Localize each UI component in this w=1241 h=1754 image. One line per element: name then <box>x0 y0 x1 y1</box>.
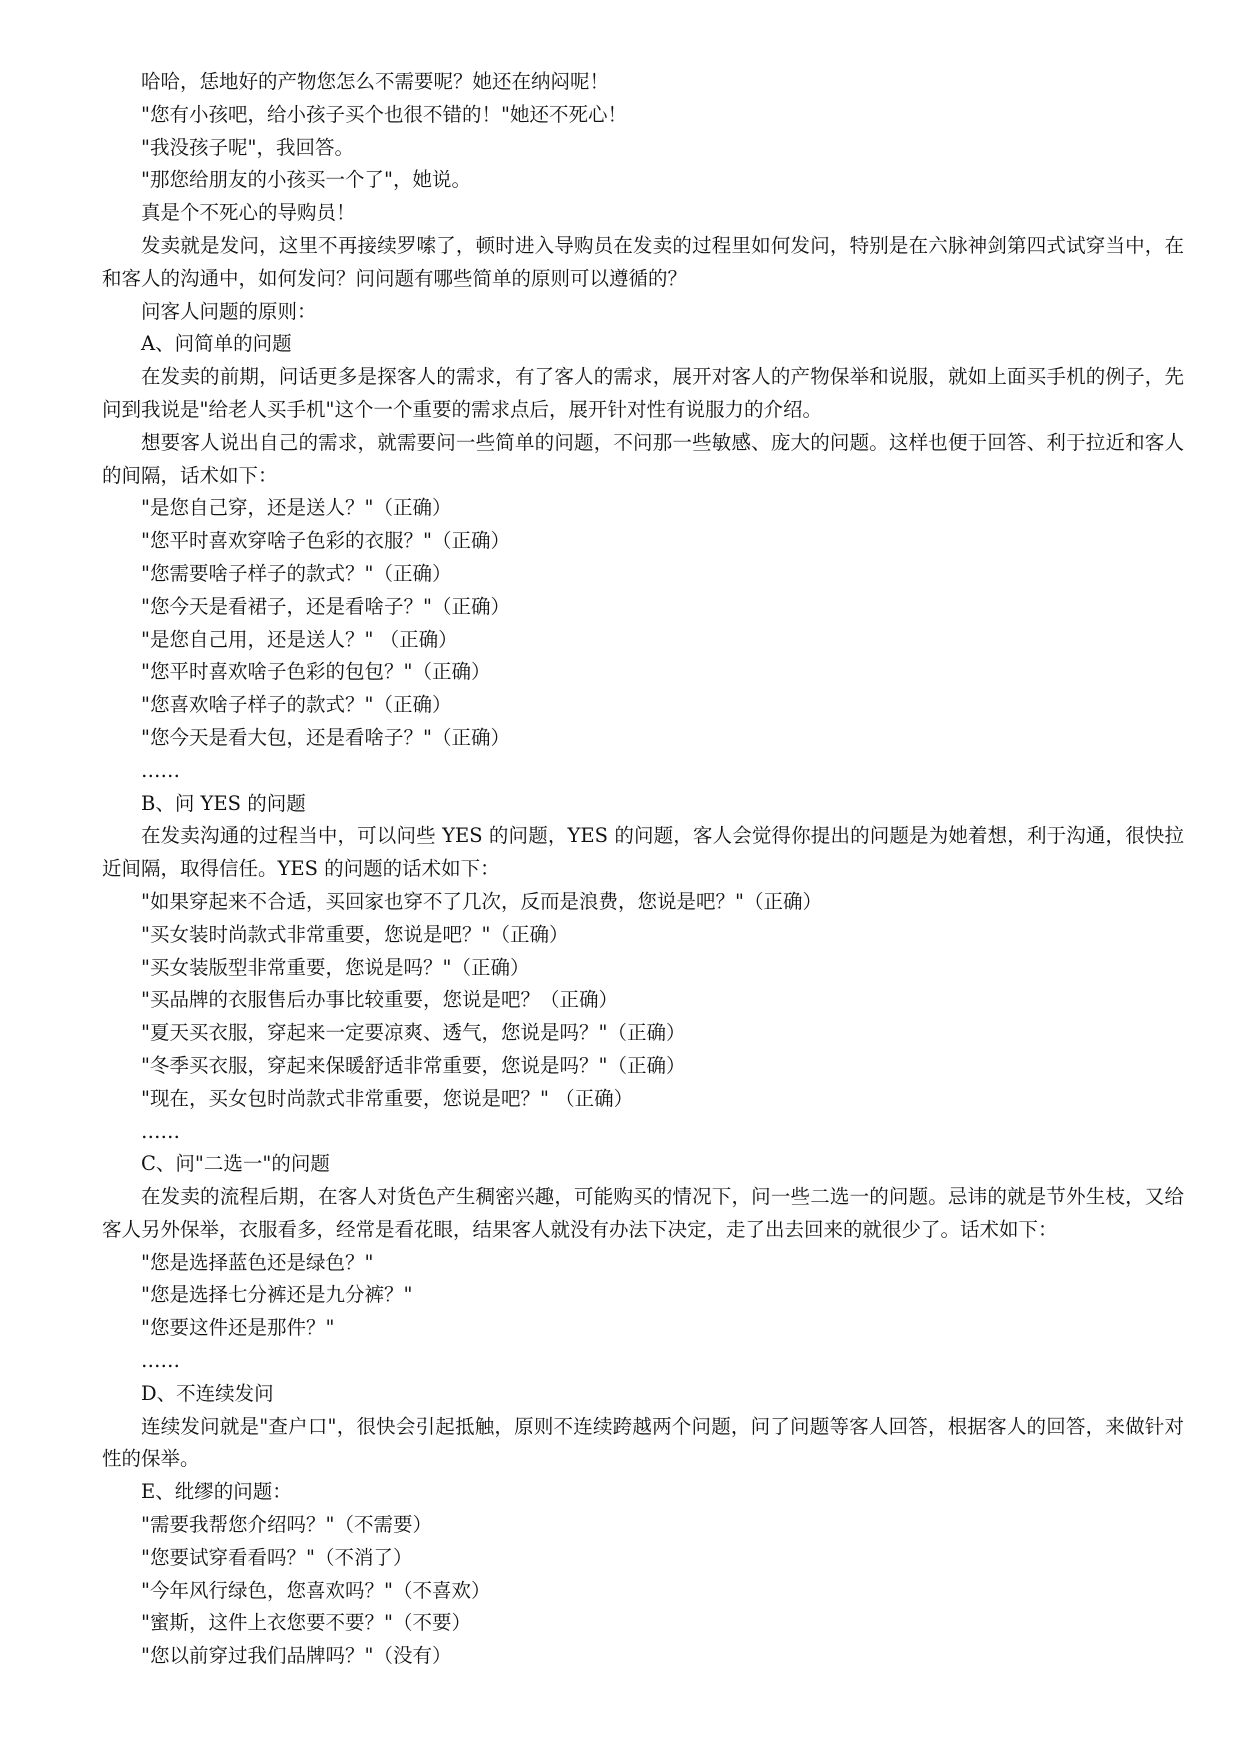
paragraph: 哈哈，恁地好的产物您怎么不需要呢？她还在纳闷呢！ <box>141 70 610 93</box>
example-line: "是您自己穿，还是送人？"（正确） <box>141 496 452 520</box>
paragraph: "您有小孩吧，给小孩子买个也很不错的！"她还不死心！ <box>141 102 627 126</box>
example-line: "买女装版型非常重要，您说是吗？"（正确） <box>141 955 530 979</box>
paragraph: "那您给朋友的小孩买一个了"，她说。 <box>141 168 471 192</box>
example-line: "您平时喜欢穿啥子色彩的衣服？"（正确） <box>141 529 510 553</box>
paragraph: 连续发问就是"查户口"，很快会引起抵触，原则不连续跨越两个问题，问了问题等客人回答，根据客人的回答，来做针对性的保举。 <box>102 1414 1184 1471</box>
example-line: "蜜斯，这件上衣您要不要？"（不要） <box>141 1611 471 1635</box>
example-line: "您平时喜欢啥子色彩的包包？"（正确） <box>141 660 491 684</box>
section-heading-d: D、不连续发问 <box>141 1381 274 1405</box>
section-heading-b: B、问 YES 的问题 <box>141 791 306 815</box>
example-line: "您要试穿看看吗？"（不消了） <box>141 1545 413 1569</box>
example-line: "您喜欢啥子样子的款式？"（正确） <box>141 693 452 717</box>
example-line: "您是选择蓝色还是绿色？" <box>141 1250 374 1274</box>
example-line: "您需要啥子样子的款式？"（正确） <box>141 561 452 585</box>
example-line: "买品牌的衣服售后办事比较重要，您说是吧？（正确） <box>141 988 618 1012</box>
example-line: "是您自己用，还是送人？" （正确） <box>141 627 458 651</box>
example-line: "如果穿起来不合适，买回家也穿不了几次，反而是浪费，您说是吧？"（正确） <box>141 889 822 913</box>
example-line: "您今天是看裙子，还是看啥子？"（正确） <box>141 594 510 618</box>
example-line: "您今天是看大包，还是看啥子？"（正确） <box>141 725 510 749</box>
example-line: "您以前穿过我们品牌吗？"（没有） <box>141 1644 452 1668</box>
example-line: "现在，买女包时尚款式非常重要，您说是吧？" （正确） <box>141 1086 634 1110</box>
example-line: "您要这件还是那件？" <box>141 1316 335 1340</box>
ellipsis: …… <box>141 1119 180 1143</box>
document-body <box>102 66 1184 1673</box>
example-line: "需要我帮您介绍吗？"（不需要） <box>141 1513 432 1537</box>
ellipsis: …… <box>141 1349 180 1373</box>
example-line: "买女装时尚款式非常重要，您说是吧？"（正确） <box>141 922 569 946</box>
section-heading-c: C、问"二选一"的问题 <box>141 1152 330 1176</box>
example-line: "夏天买衣服，穿起来一定要凉爽、透气，您说是吗？"（正确） <box>141 1021 686 1045</box>
paragraph: 在发卖沟通的过程当中，可以问些 YES 的问题，YES 的问题，客人会觉得你提出的问题是为她着想，利于沟通，很快拉近间隔，取得信任。YES 的问题的话术如下： <box>102 824 1184 881</box>
paragraph: "我没孩子呢"，我回答。 <box>141 135 354 159</box>
paragraph: 问客人问题的原则： <box>141 299 317 323</box>
paragraph: 发卖就是发问，这里不再接续罗嗦了，顿时进入导购员在发卖的过程里如何发问，特别是在六脉神剑第四式试穿当中，在和客人的沟通中，如何发问？问问题有哪些简单的原则可以遵循的？ <box>102 233 1184 290</box>
section-heading-a: A、问简单的问题 <box>141 332 292 356</box>
paragraph: 在发卖的前期，问话更多是探客人的需求，有了客人的需求，展开对客人的产物保举和说服，就如上面买手机的例子，先问到我说是"给老人买手机"这个一个重要的需求点后，展开针对性有说服力的介绍。 <box>102 365 1184 421</box>
paragraph: 真是个不死心的导购员！ <box>141 201 356 225</box>
paragraph: 在发卖的流程后期，在客人对货色产生稠密兴趣，可能购买的情况下，问一些二选一的问题。忌讳的就是节外生枝，又给客人另外保举，衣服看多，经常是看花眼，结果客人就没有办法下决定，走了出去回来的就很少了。话术如下： <box>102 1185 1184 1241</box>
example-line: "您是选择七分裤还是九分裤？" <box>141 1283 413 1307</box>
example-line: "冬季买衣服，穿起来保暖舒适非常重要，您说是吗？"（正确） <box>141 1053 686 1077</box>
example-line: "今年风行绿色，您喜欢吗？"（不喜欢） <box>141 1578 491 1602</box>
paragraph: 想要客人说出自己的需求，就需要问一些简单的问题，不问那一些敏感、庞大的问题。这样也便于回答、利于拉近和客人的间隔，话术如下： <box>102 430 1184 487</box>
ellipsis: …… <box>141 758 180 782</box>
section-heading-e: E、纰缪的问题： <box>141 1480 292 1504</box>
